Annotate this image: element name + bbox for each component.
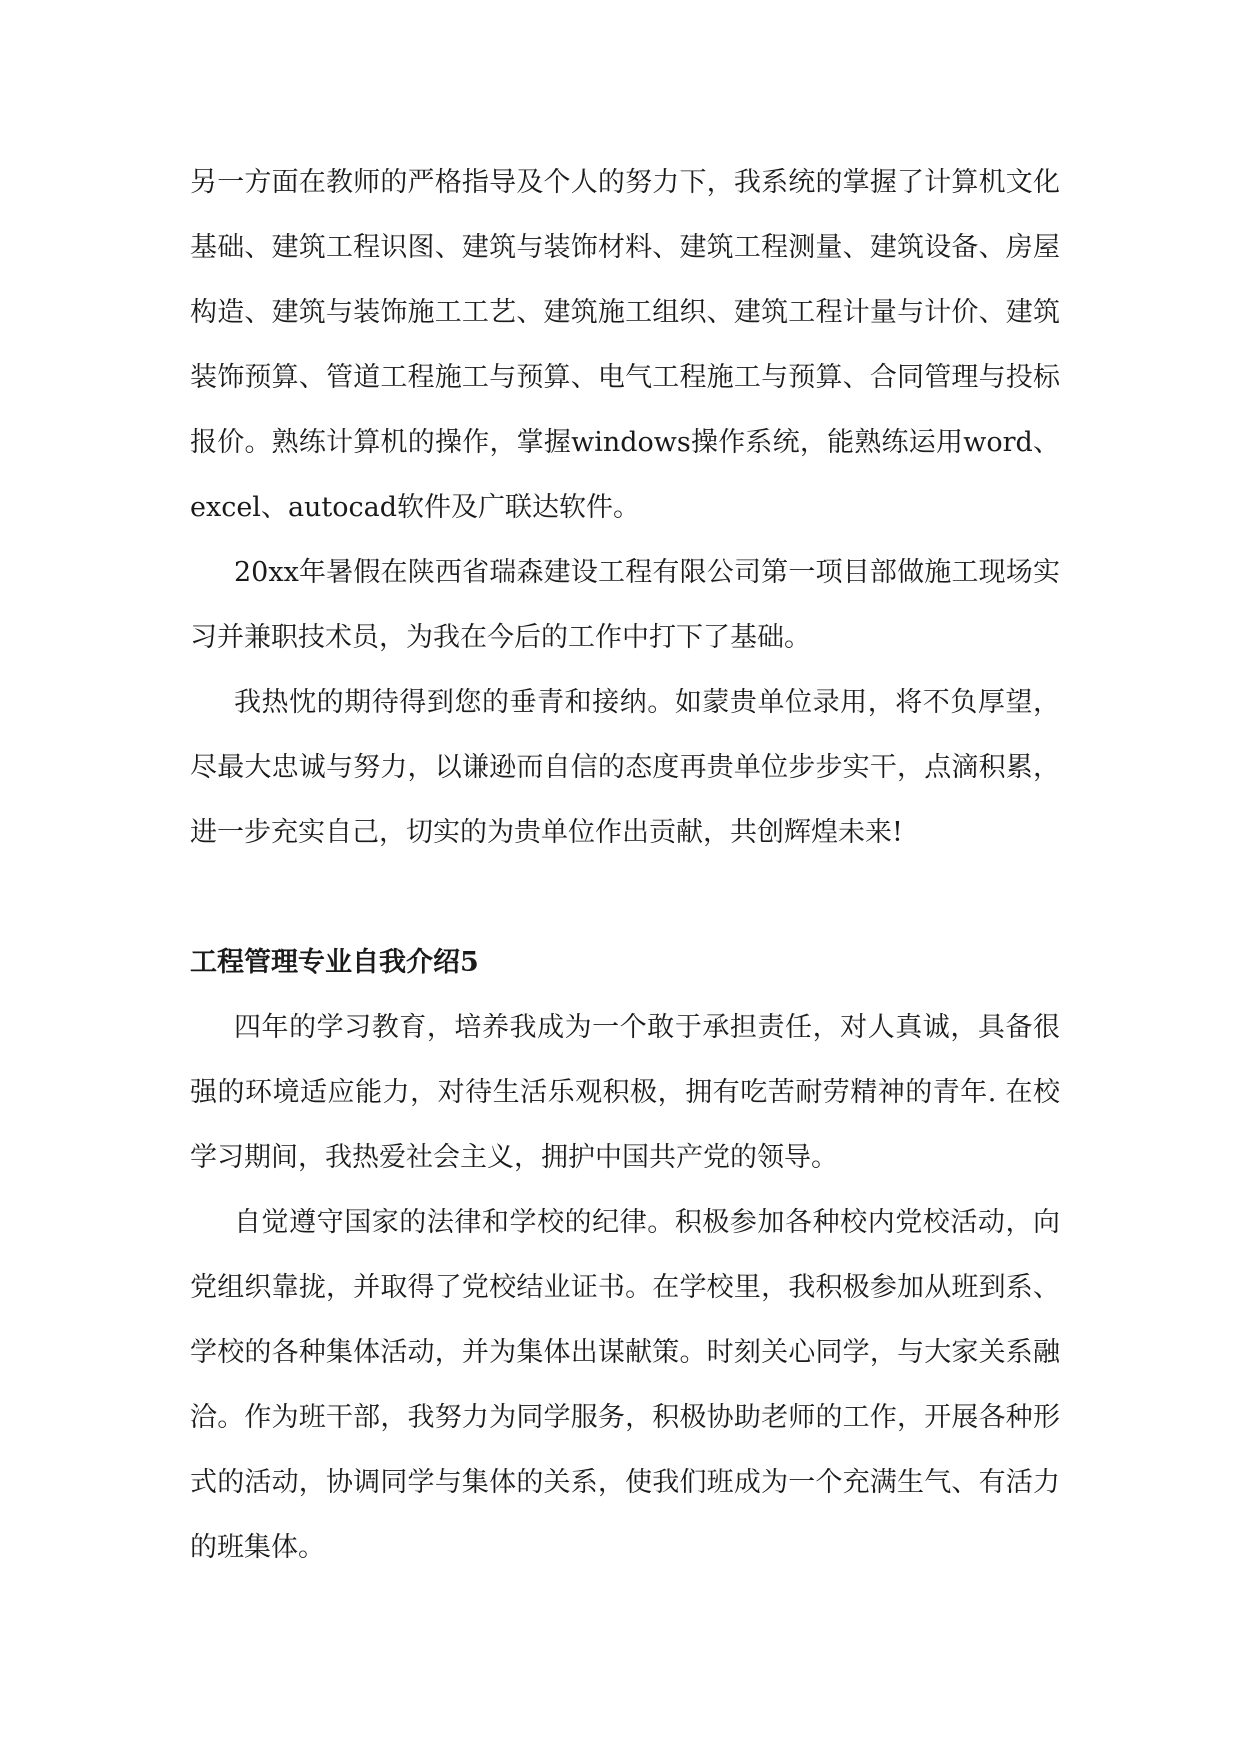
section-heading: 工程管理专业自我介绍5 [190, 947, 479, 978]
paragraph-school-activities: 自觉遵守国家的法律和学校的纪律。积极参加各种校内党校活动，向党组织靠拢，并取得了党校结业证书。在学校里，我积极参加从班到系、学校的各种集体活动，并为集体出谋献策。时刻关心同学，与大家关系融洽。作为班干部，我努力为同学服务，积极协助老师的工作，开展各种形式的活动，协调同学与集体的关系，使我们班成为一个充满生气、有活力的班集体。 [190, 1207, 1060, 1563]
paragraph-closing: 我热忱的期待得到您的垂青和接纳。如蒙贵单位录用，将不负厚望，尽最大忠诚与努力，以谦逊而自信的态度再贵单位步步实干，点滴积累，进一步充实自己，切实的为贵单位作出贡献，共创辉煌未来! [190, 687, 1060, 848]
document-page [190, 150, 1060, 1580]
paragraph-skills: 另一方面在教师的严格指导及个人的努力下，我系统的掌握了计算机文化基础、建筑工程识图、建筑与装饰材料、建筑工程测量、建筑设备、房屋构造、建筑与装饰施工工艺、建筑施工组织、建筑工程计量与计价、建筑装饰预算、管道工程施工与预算、电气工程施工与预算、合同管理与投标报价。熟练计算机的操作，掌握windows操作系统，能熟练运用word、excel、autocad软件及广联达软件。 [190, 167, 1060, 523]
paragraph-education: 四年的学习教育，培养我成为一个敢于承担责任，对人真诚，具备很强的环境适应能力，对待生活乐观积极，拥有吃苦耐劳精神的青年. 在校学习期间，我热爱社会主义，拥护中国共产党的领导。 [190, 1012, 1060, 1173]
paragraph-internship: 20xx年暑假在陕西省瑞森建设工程有限公司第一项目部做施工现场实习并兼职技术员，为我在今后的工作中打下了基础。 [190, 557, 1060, 653]
